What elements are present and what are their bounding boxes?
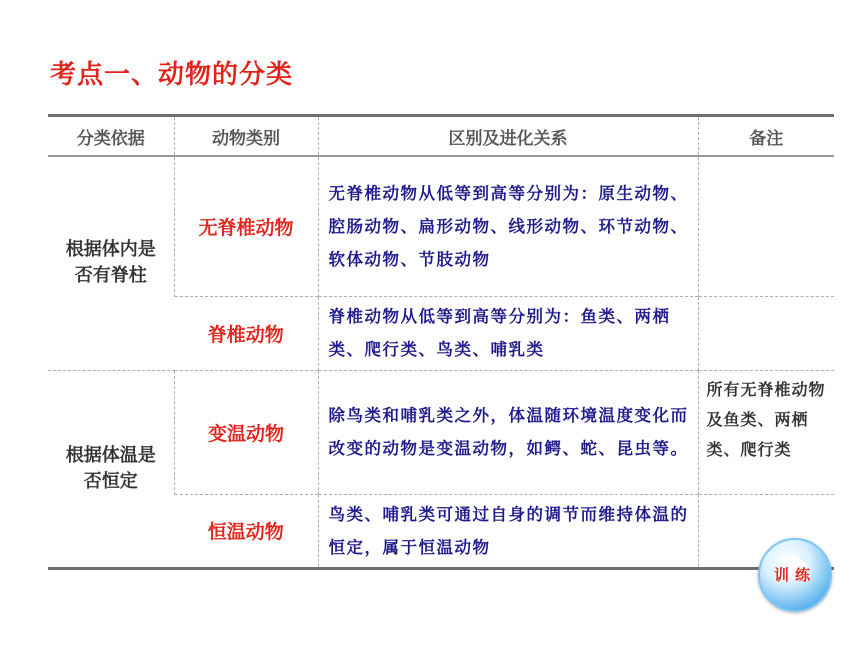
practice-button-label: 训练 [773,566,816,584]
basis-text: 根据体温是否恒定 [65,444,156,492]
header-category: 动物类别 [174,116,318,157]
header-basis: 分类依据 [48,116,174,157]
note-cell [698,296,834,370]
table-row [48,370,834,494]
description-cell: 脊椎动物从低等到高等分别为：鱼类、两栖类、爬行类、鸟类、哺乳类 [318,296,698,370]
basis-cell [48,370,174,568]
description-cell: 鸟类、哺乳类可通过自身的调节而维持体温的恒定，属于恒温动物 [318,494,698,568]
practice-button[interactable] [758,538,832,612]
category-cell: 变温动物 [174,370,318,494]
page-title: 考点一、动物的分类 [50,60,294,90]
description-cell: 除鸟类和哺乳类之外，体温随环境温度变化而改变的动物是变温动物，如鳄、蛇、昆虫等。 [318,370,698,494]
category-cell: 脊椎动物 [174,296,318,370]
header-difference: 区别及进化关系 [318,116,698,157]
classification-table [48,114,834,570]
description-cell: 无脊椎动物从低等到高等分别为：原生动物、腔肠动物、扁形动物、线形动物、环节动物、软体动物、节肢动物 [318,156,698,296]
note-cell [698,156,834,296]
basis-text: 根据体内是否有脊柱 [65,239,156,287]
note-cell: 所有无脊椎动物及鱼类、两栖类、爬行类 [698,370,834,494]
table-row [48,156,834,296]
category-cell: 恒温动物 [174,494,318,568]
category-cell: 无脊椎动物 [174,156,318,296]
header-note: 备注 [698,116,834,157]
basis-cell [48,156,174,370]
table-header-row [48,116,834,157]
